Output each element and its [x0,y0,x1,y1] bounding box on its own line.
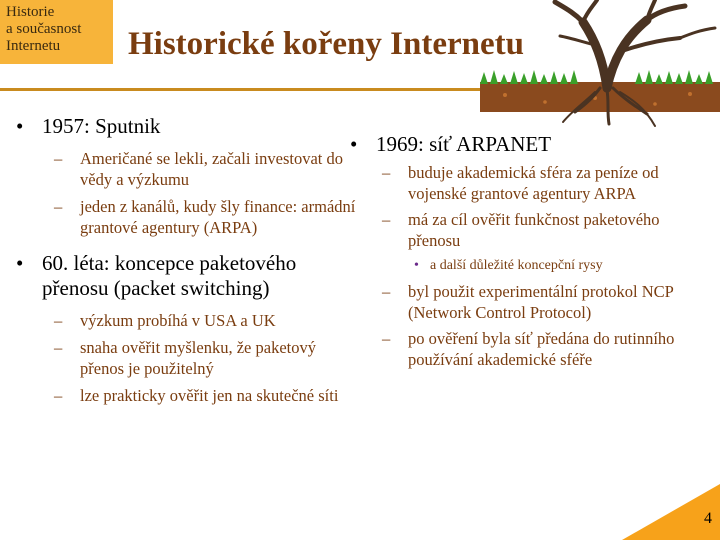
sub-bullet-text: má za cíl ověřit funkčnost paketového přenosu [408,210,660,250]
bullet-text: 1969: síť ARPANET [376,132,552,156]
corner-label [6,4,81,55]
dash-marker: – [54,197,63,216]
sub-bullet-text: snaha ověřit myšlenku, že paketový přenos je použitelný [80,338,316,378]
sub-bullet-text: výzkum probíhá v USA a UK [80,311,276,330]
corner-line-2: a současnost [6,21,82,37]
dash-marker: – [382,210,391,229]
left-column [14,114,369,406]
bullet-text: 1957: Sputnik [42,114,161,138]
sub-bullet-text: Američané se lekli, začali investovat do vědy a výzkumu [80,149,343,189]
page-number: 4 [704,510,712,527]
sub-bullet-text: lze prakticky ověřit jen na skutečné síti [80,386,339,405]
bullet-text: 60. léta: koncepce paketového přenosu (packet switching) [42,251,297,300]
bullet-marker: • [350,132,358,156]
dash-marker: – [382,282,391,301]
sub-bullet [382,209,700,251]
sub-bullet [382,281,700,323]
sub-sub-bullet [410,257,700,275]
bullet-arpanet [348,132,700,157]
dash-marker: – [54,149,63,168]
sub-bullet-text: buduje akademická sféra za peníze od vojenské grantové agentury ARPA [408,163,659,203]
dash-marker: – [54,338,63,357]
sub-bullet [382,162,700,204]
bullet-marker: • [414,258,419,273]
sub-bullet [54,310,344,331]
sub-bullet-text: po ověření byla síť předána do rutinního používání akademické sféře [408,329,675,369]
title-underline [0,88,480,91]
sub-bullet [54,337,344,379]
sub-bullet [54,385,344,406]
slide-title: Historické kořeny Internetu [128,26,524,62]
corner-line-3: Internetu [6,38,61,54]
dash-marker: – [382,329,391,348]
tree-illustration [475,0,720,128]
corner-line-1: Historie [6,4,55,20]
sub-sub-bullet-text: a další důležité koncepční rysy [430,258,603,273]
dash-marker: – [54,311,63,330]
bullet-packet-switching [14,251,362,301]
bullet-sputnik [14,114,369,139]
right-column [348,132,700,370]
sub-bullet [382,328,700,370]
bullet-marker: • [16,114,24,138]
dash-marker: – [382,163,391,182]
sub-bullet-text: byl použit experimentální protokol NCP (Network Control Protocol) [408,282,674,322]
bullet-marker: • [16,251,24,275]
dash-marker: – [54,386,63,405]
sub-bullet [54,148,369,190]
corner-label-box [0,0,113,64]
sub-bullet [54,196,369,238]
sub-bullet-text: jeden z kanálů, kudy šly finance: armádní grantové agentury (ARPA) [80,197,356,237]
